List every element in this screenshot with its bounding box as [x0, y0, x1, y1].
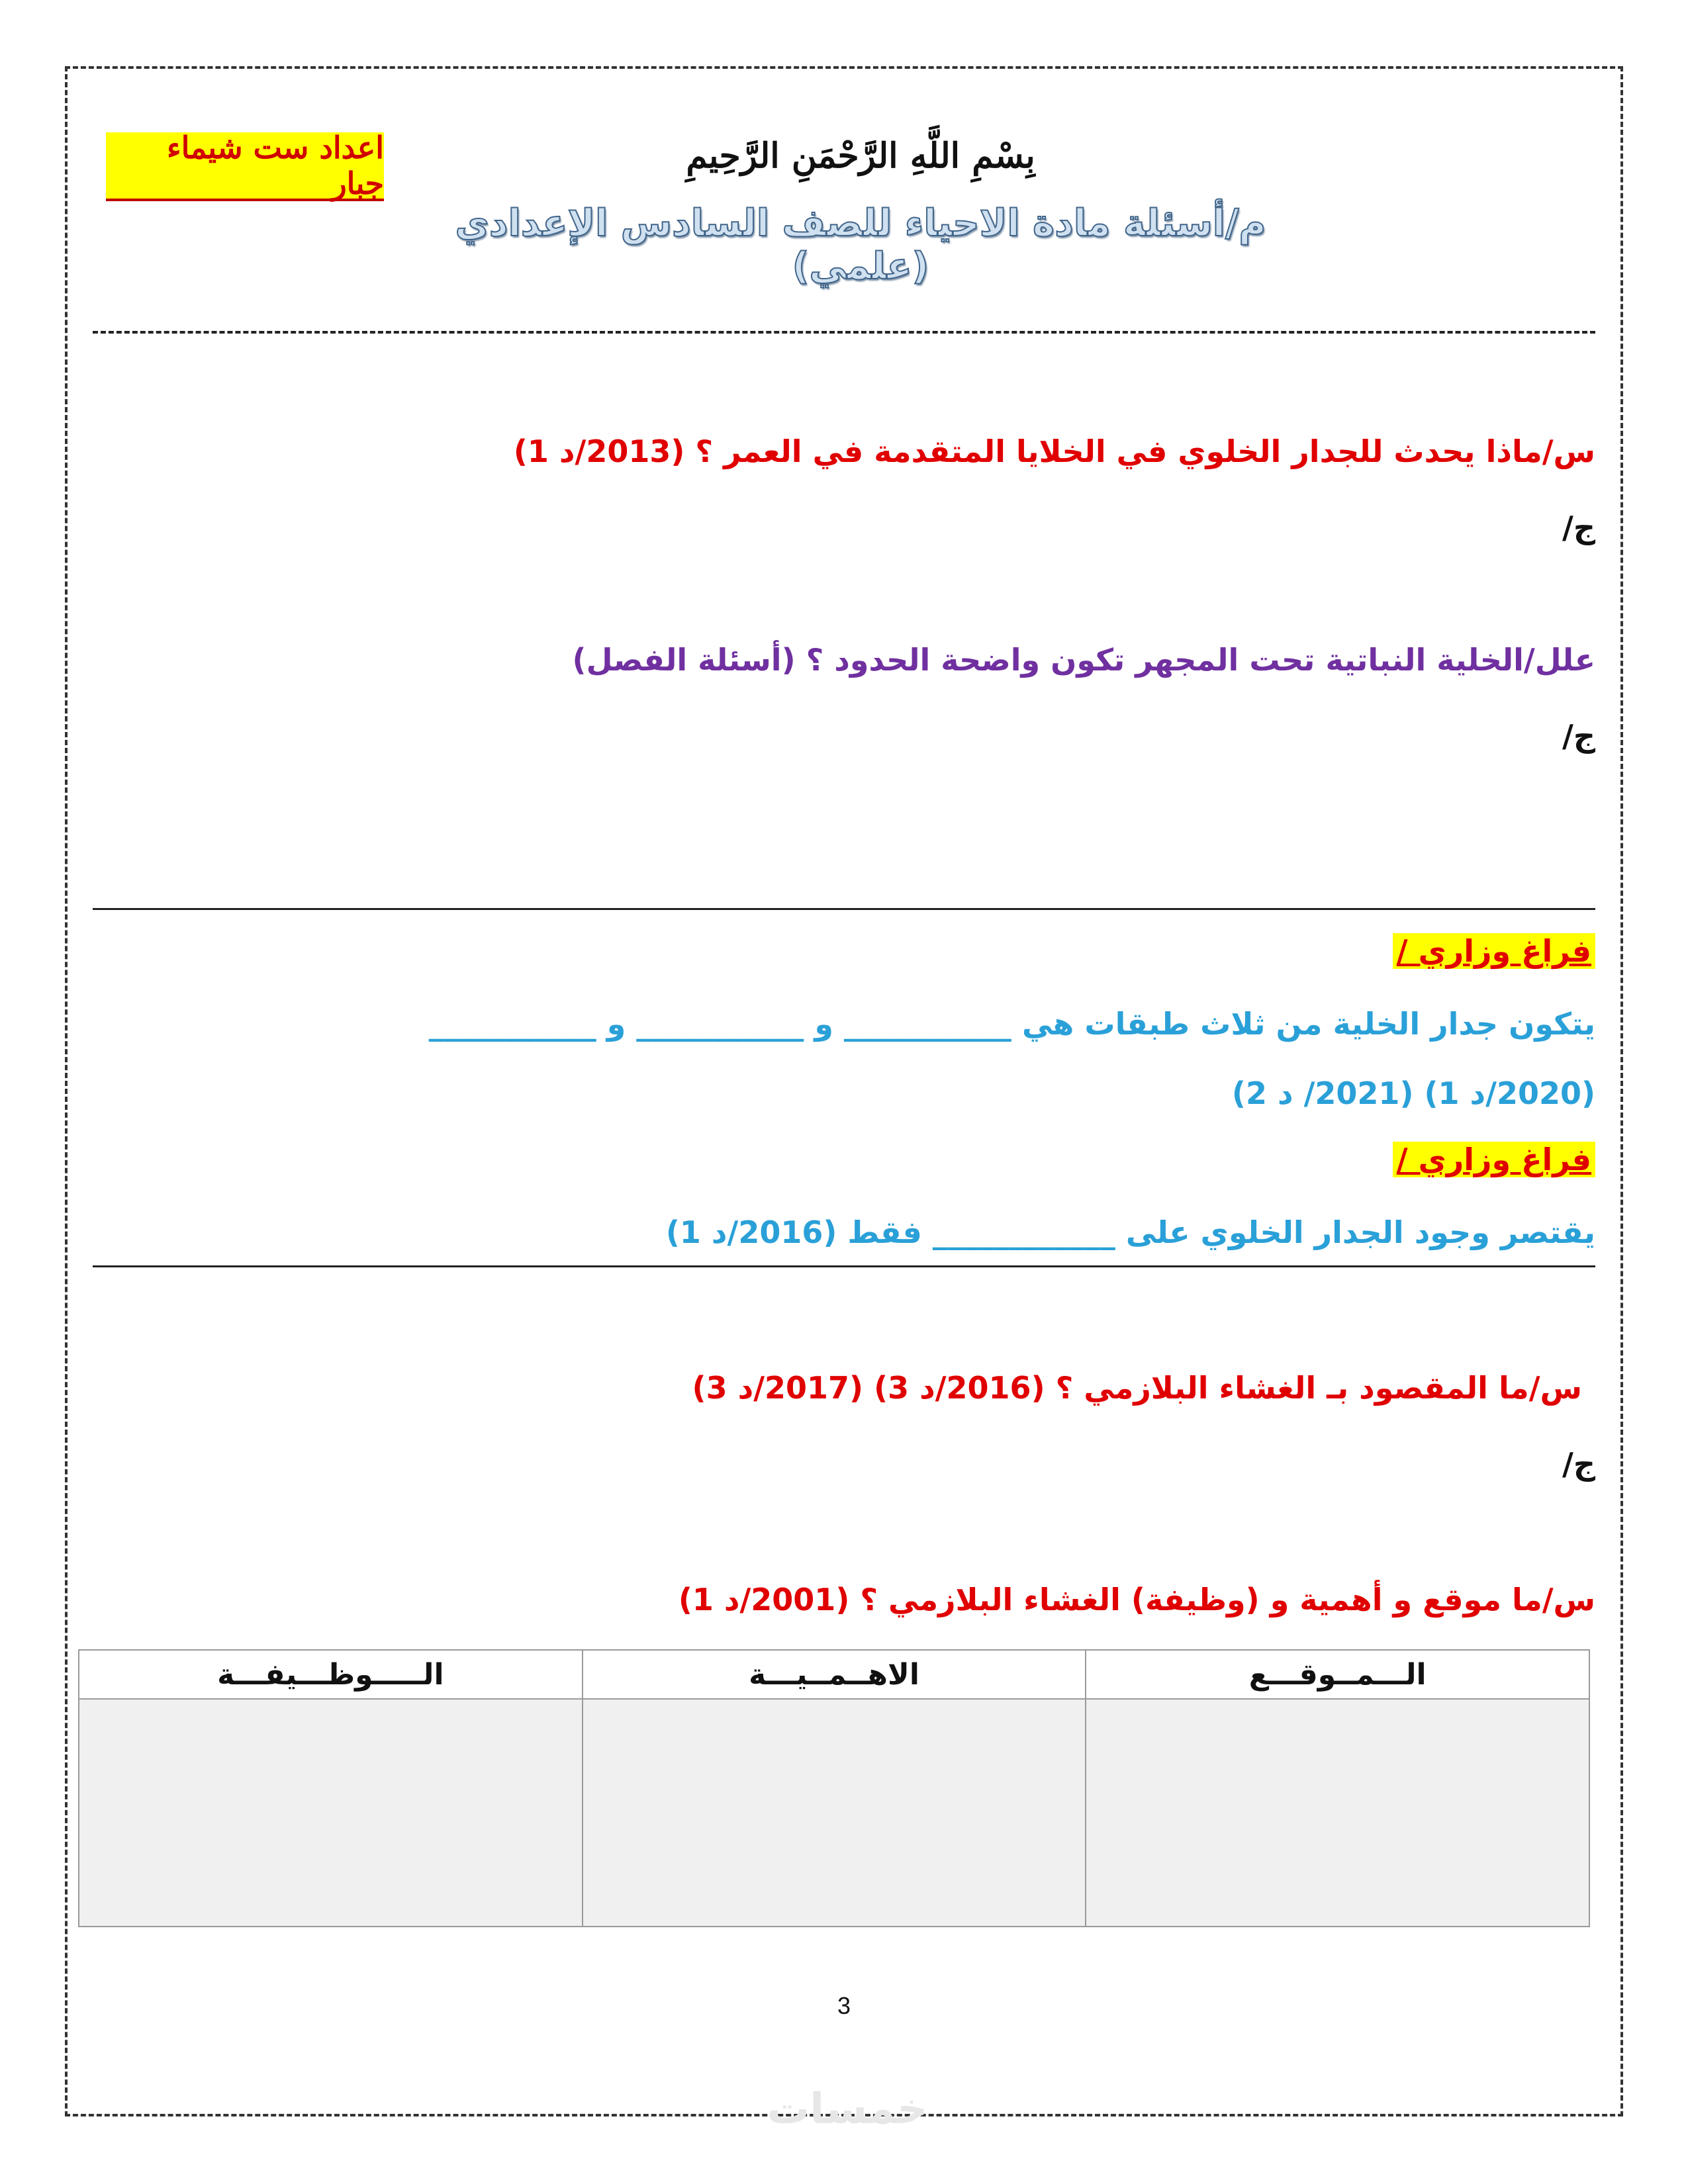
table-header-row — [79, 1650, 1589, 1699]
section-divider-2 — [93, 1265, 1595, 1267]
ministerial-fill-label-2: فراغ وزاري / — [1393, 1142, 1595, 1177]
column-importance: الاهــمــيـــة — [583, 1650, 1086, 1699]
fill-question-2: يقتصر وجود الجدار الخلوي على ____________ فقط (2016/د 1) — [665, 1214, 1595, 1250]
table-cell-function[interactable] — [79, 1699, 583, 1927]
answer-label-1: ج/ — [1562, 510, 1595, 545]
column-location: الـــمــوقـــع — [1086, 1650, 1589, 1699]
section-divider-1 — [93, 908, 1595, 910]
column-function: الـــــوظـــيفـــة — [79, 1650, 583, 1699]
table-row — [79, 1699, 1589, 1927]
fill-question-1: يتكون جدار الخلية من ثلاث طبقات هي ___________ و ___________ و ___________ — [428, 1006, 1595, 1042]
ministerial-fill-tag-2 — [1393, 1142, 1595, 1177]
answer-label-3: ج/ — [1562, 1446, 1595, 1482]
ministerial-fill-tag-1 — [1393, 933, 1595, 969]
table-cell-importance[interactable] — [583, 1699, 1086, 1927]
page-title: م/أسئلة مادة الاحياء للصف السادس الإعدادي (علمي) — [455, 202, 1266, 288]
ministerial-fill-label-1: فراغ وزاري / — [1393, 933, 1595, 969]
question-3: س/ما المقصود بـ الغشاء البلازمي ؟ (2016/د 3) (2017/د 3) — [692, 1370, 1582, 1406]
question-2: علل/الخلية النباتية تحت المجهر تكون واضحة الحدود ؟ (أسئلة الفصل) — [572, 642, 1595, 678]
answer-table — [78, 1649, 1590, 1927]
basmala: بِسْمِ اللَّهِ الرَّحْمَنِ الرَّحِيمِ — [686, 136, 1035, 176]
table-cell-location[interactable] — [1086, 1699, 1589, 1927]
question-1: س/ماذا يحدث للجدار الخلوي في الخلايا المتقدمة في العمر ؟ (2013/د 1) — [513, 433, 1595, 469]
fill-question-1-years: (2020/د 1) (2021/ د 2) — [1231, 1075, 1595, 1111]
author-label: اعداد ست شيماء جبار — [106, 132, 384, 201]
question-4: س/ما موقع و أهمية و (وظيفة) الغشاء البلازمي ؟ (2001/د 1) — [678, 1582, 1595, 1617]
page-number: 3 — [837, 1992, 851, 2019]
watermark-logo: خمسات — [767, 2085, 928, 2134]
answer-label-2: ج/ — [1562, 718, 1595, 754]
header-divider — [93, 331, 1595, 334]
